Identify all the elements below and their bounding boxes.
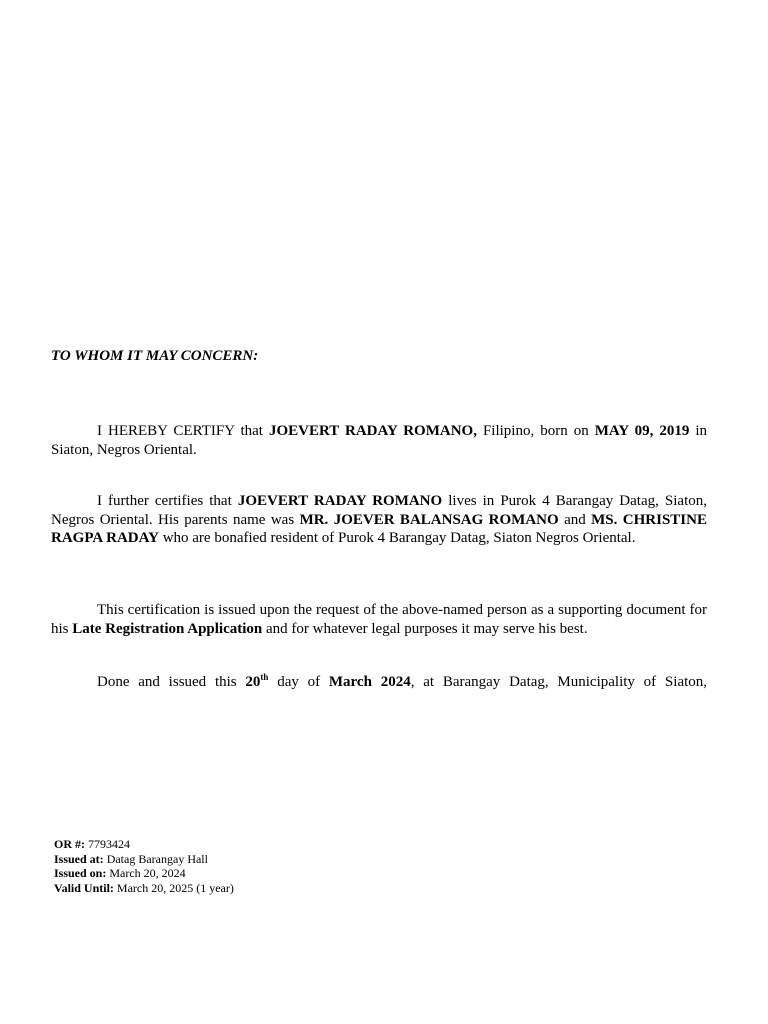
p1-text-3: in Siaton, Negros Oriental.	[51, 423, 707, 458]
p2-text-3: and	[558, 511, 592, 528]
birth-date: MAY 09, 2019	[594, 423, 690, 439]
residence-paragraph	[51, 492, 707, 548]
p2-text-1: I further certifies that	[97, 493, 238, 509]
salutation: TO WHOM IT MAY CONCERN:	[51, 348, 259, 364]
issued-at-value: Datag Barangay Hall	[103, 851, 208, 866]
p4-text-1: Done and issued this	[97, 674, 246, 690]
valid-until-label: Valid Until:	[54, 881, 114, 896]
issued-at-row	[54, 852, 234, 867]
valid-until-row	[54, 881, 234, 896]
p1-text-1: I HEREBY CERTIFY that	[97, 423, 269, 439]
issue-day	[245, 674, 268, 690]
p1-text-2: Filipino, born on	[476, 423, 595, 439]
issued-at-label: Issued at:	[54, 851, 104, 866]
p4-text-2: day of	[268, 674, 329, 690]
or-number-label: OR #:	[54, 837, 85, 851]
p4-text-3: , at Barangay Datag, Municipality of Siaton,	[410, 674, 708, 690]
p2-text-4: who are bonafied resident of Purok 4 Barangay Datag, Siaton Negros Oriental.	[158, 530, 636, 546]
issued-on-value: March 20, 2024	[106, 866, 186, 881]
issuance-paragraph	[51, 673, 707, 692]
issue-day-suffix: th	[260, 672, 269, 682]
purpose-paragraph	[51, 601, 707, 638]
purpose-title: Late Registration Application	[72, 620, 263, 637]
p2-text-2: lives in Purok 4 Barangay Datag, Siaton, Negros Oriental. His parents name was	[51, 493, 707, 528]
valid-until-value: March 20, 2025 (1 year)	[113, 881, 234, 896]
mother-name: MS. CHRISTINE RAGPA RADAY	[51, 511, 707, 546]
certified-person-name: JOEVERT RADAY ROMANO,	[268, 423, 477, 439]
resident-name: JOEVERT RADAY ROMANO	[237, 493, 443, 509]
p3-text-2: and for whatever legal purposes it may serve his best.	[262, 620, 588, 637]
issue-day-number: 20	[245, 674, 261, 690]
issued-on-row	[54, 866, 234, 881]
issued-on-label: Issued on:	[54, 866, 107, 881]
certify-paragraph	[51, 422, 707, 459]
issue-month-year: March 2024	[328, 674, 411, 690]
or-number-row	[54, 837, 234, 852]
p3-text-1: This certification is issued upon the request of the above-named person as a supporting document for his	[51, 602, 707, 637]
father-name: MR. JOEVER BALANSAG ROMANO	[299, 511, 559, 528]
or-number-value: 7793424	[85, 837, 130, 851]
issuance-details	[54, 837, 234, 896]
